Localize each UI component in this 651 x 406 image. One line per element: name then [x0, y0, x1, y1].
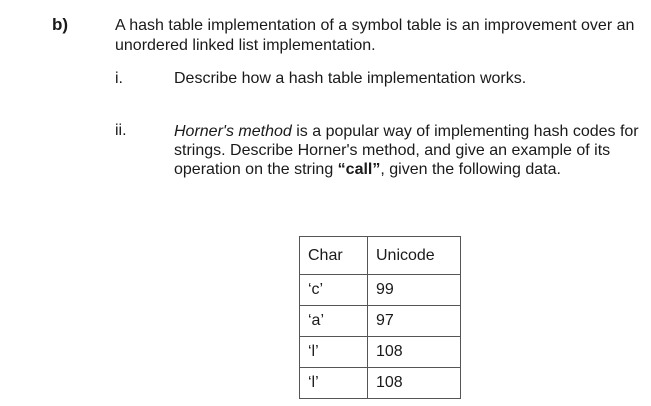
- char-cell: ‘c’: [300, 275, 368, 306]
- unicode-cell: 108: [368, 337, 461, 368]
- unicode-cell: 108: [368, 368, 461, 399]
- char-cell: ‘l’: [300, 337, 368, 368]
- part-ii-term: Horner's method: [174, 123, 292, 140]
- part-ii-text-before: is a popular way of implementing hash codes for strings. Describe Horner's method, and give an example of its operation on the string: [174, 123, 639, 178]
- header-unicode: Unicode: [368, 237, 461, 275]
- question-label: b): [52, 15, 69, 34]
- part-ii-string: “call”: [337, 161, 381, 178]
- table-row: [300, 275, 461, 306]
- unicode-cell: 97: [368, 306, 461, 337]
- part-ii-number: ii.: [115, 122, 127, 139]
- part-i-text: Describe how a hash table implementation works.: [174, 70, 527, 87]
- header-char: Char: [300, 237, 368, 275]
- table-header-row: [300, 237, 461, 275]
- char-cell: ‘a’: [300, 306, 368, 337]
- part-ii-text: [174, 122, 644, 179]
- unicode-table: [299, 236, 461, 399]
- unicode-cell: 99: [368, 275, 461, 306]
- table-row: [300, 337, 461, 368]
- part-ii-text-after: , given the following data.: [380, 161, 561, 178]
- question-intro: A hash table implementation of a symbol table is an improvement over an unordered linked list implementation.: [115, 17, 635, 54]
- part-i-number: i.: [115, 70, 123, 87]
- table-row: [300, 306, 461, 337]
- table-row: [300, 368, 461, 399]
- char-cell: ‘l’: [300, 368, 368, 399]
